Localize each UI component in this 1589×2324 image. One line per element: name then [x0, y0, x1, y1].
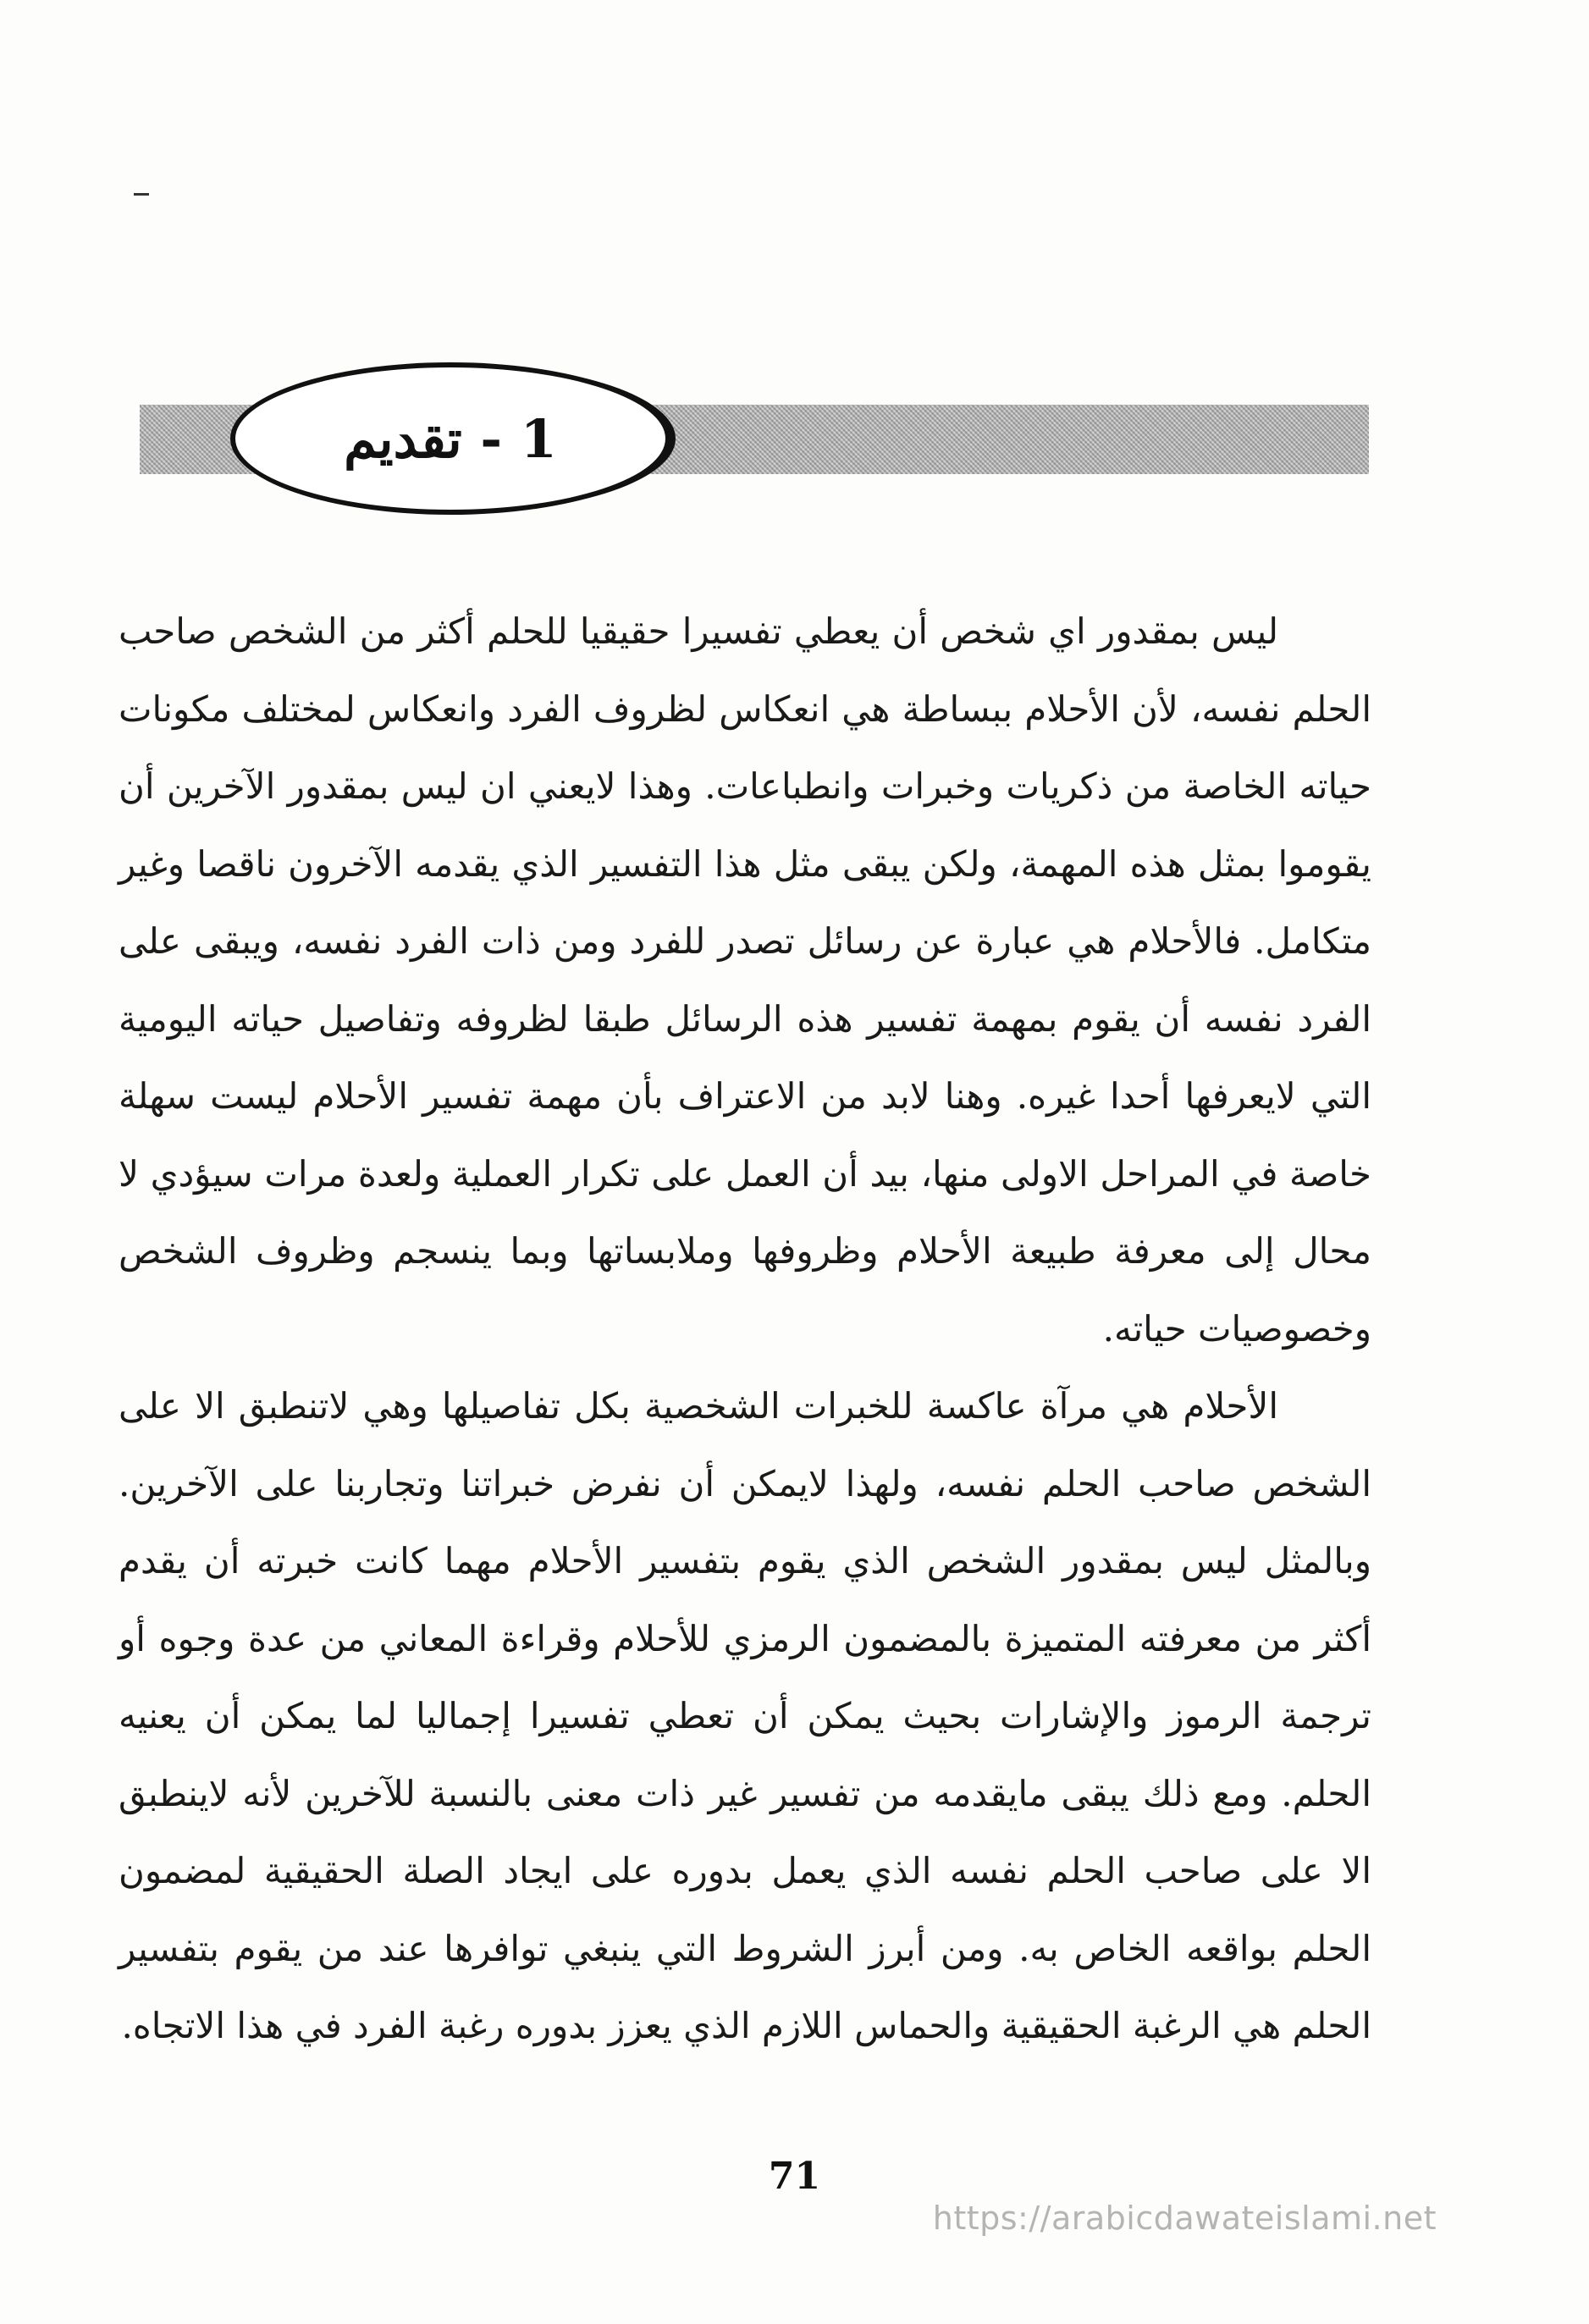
watermark-url: https://arabicdawateislami.net: [932, 2200, 1437, 2237]
heading-ellipse: [230, 362, 670, 515]
stray-mark: [134, 193, 149, 196]
paragraph-2: الأحلام هي مرآة عاكسة للخبرات الشخصية بكل تفاصيلها وهي لاتنطبق الا على الشخص صاحب الحلم نفسه، ولهذا لايمكن أن نفرض خبراتنا وتجاربنا على الآخرين. وبالمثل ليس بمقدور الشخص الذي يقوم بتفسير الأحلام مهما كانت خبرته أن يقدم أكثر من معرفته المتميزة بالمضمون الرمزي للأحلام وقراءة المعاني من عدة وجوه أو ترجمة الرموز والإشارات بحيث يمكن أن تعطي تفسيرا إجماليا لما يمكن أن يعنيه الحلم. ومع ذلك يبقى مايقدمه من تفسير غير ذات معنى بالنسبة للآخرين لأنه لاينطبق الا على صاحب الحلم نفسه الذي يعمل بدوره على ايجاد الصلة الحقيقية لمضمون الحلم بواقعه الخاص به. ومن أبرز الشروط التي ينبغي توافرها عند من يقوم بتفسير الحلم هي الرغبة الحقيقية والحماس اللازم الذي يعزز بدوره رغبة الفرد في هذا الاتجاه.: [119, 1385, 1371, 2046]
paragraph-1: ليس بمقدور اي شخص أن يعطي تفسيرا حقيقيا للحلم أكثر من الشخص صاحب الحلم نفسه، لأن الأحلام ببساطة هي انعكاس لظروف الفرد وانعكاس لمختلف مكونات حياته الخاصة من ذكريات وخبرات وانطباعات. وهذا لايعني ان ليس بمقدور الآخرين أن يقوموا بمثل هذه المهمة، ولكن يبقى مثل هذا التفسير الذي يقدمه الآخرون ناقصا وغير متكامل. فالأحلام هي عبارة عن رسائل تصدر للفرد ومن ذات الفرد نفسه، ويبقى على الفرد نفسه أن يقوم بمهمة تفسير هذه الرسائل طبقا لظروفه وتفاصيل حياته اليومية التي لايعرفها أحدا غيره. وهنا لابد من الاعتراف بأن مهمة تفسير الأحلام ليست سهلة خاصة في المراحل الاولى منها، بيد أن العمل على تكرار العملية ولعدة مرات سيؤدي لا محال إلى معرفة طبيعة الأحلام وظروفها وملابساتها وبما ينسجم وظروف الشخص وخصوصيات حياته.: [119, 610, 1371, 1350]
body-text: [119, 593, 1371, 2065]
page-number: 71: [768, 2155, 821, 2198]
chapter-heading: 1 - تقديم: [344, 407, 557, 470]
